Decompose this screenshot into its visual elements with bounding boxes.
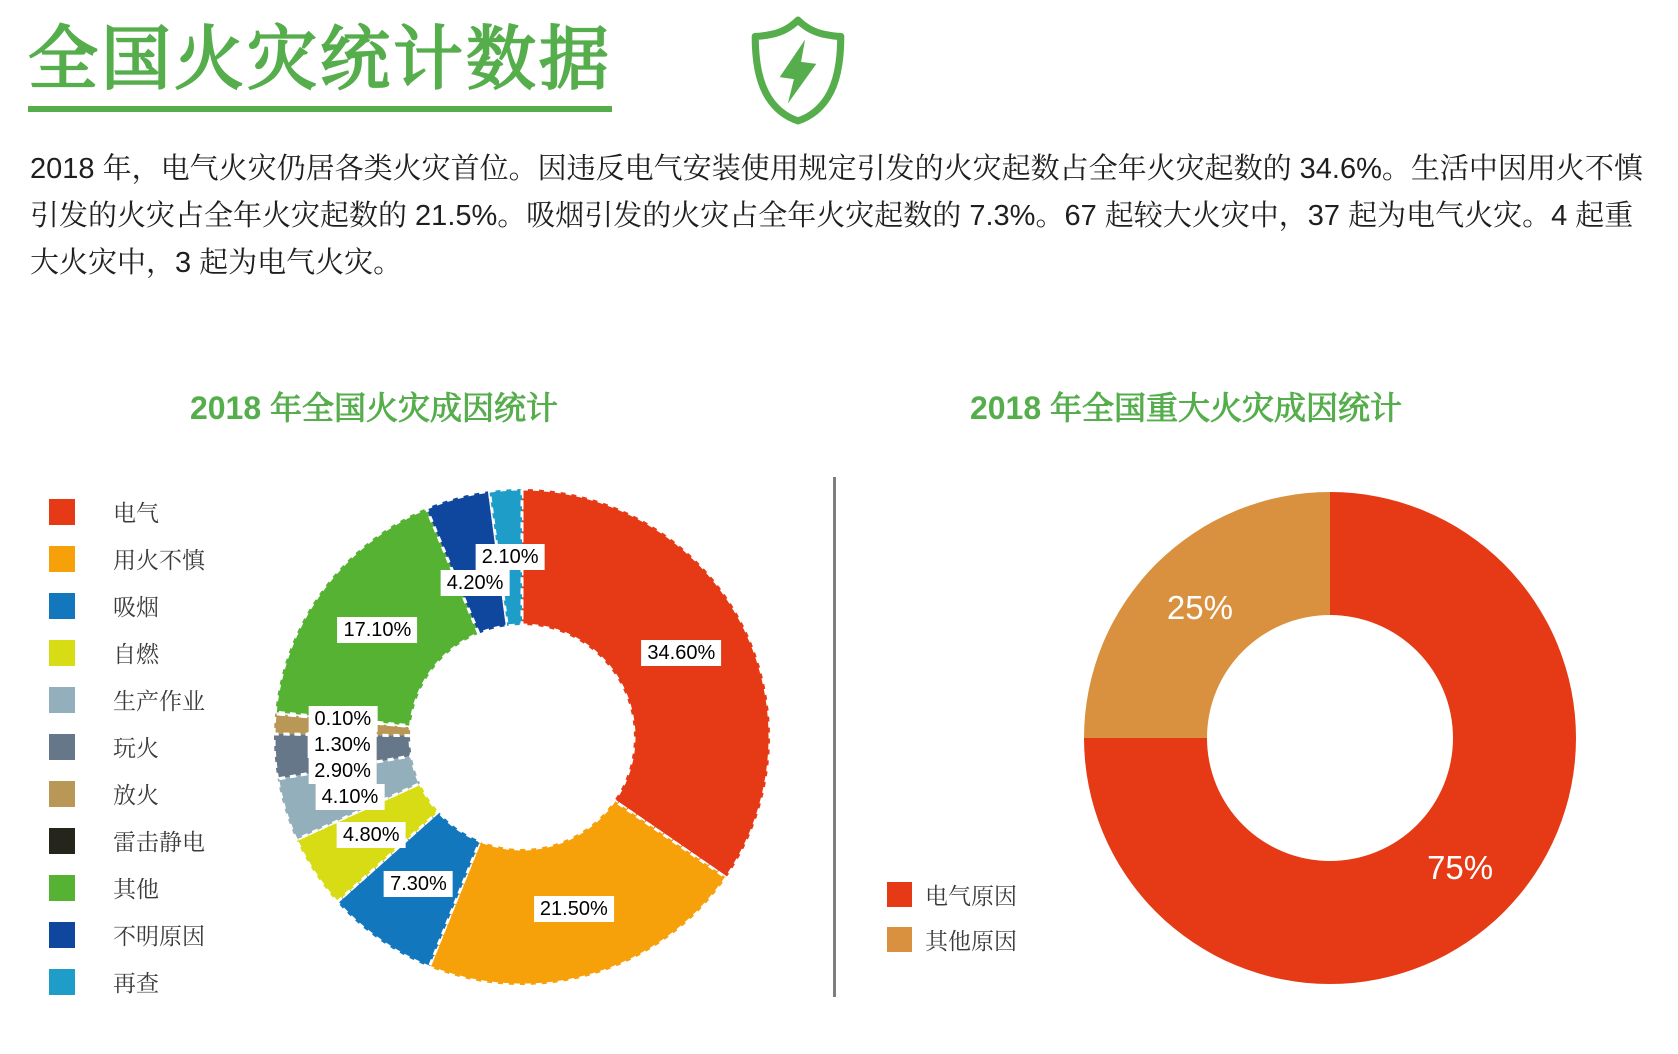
slice-value-label: 2.10% <box>476 544 545 570</box>
legend-item <box>49 535 205 582</box>
major-fire-donut <box>1084 492 1576 984</box>
legend-item <box>49 676 205 723</box>
legend-item <box>49 723 205 770</box>
slice-value-label: 75% <box>1427 849 1494 887</box>
legend-swatch-icon <box>49 593 75 619</box>
legend-swatch-icon <box>49 546 75 572</box>
donut-chart <box>1084 492 1576 984</box>
slice-value-label: 17.10% <box>337 617 417 643</box>
legend-label: 雷击静电 <box>113 829 205 855</box>
slice-value-label: 4.80% <box>337 822 406 848</box>
legend-item <box>49 488 205 535</box>
legend-swatch-icon <box>49 640 75 666</box>
legend-swatch-icon <box>49 499 75 525</box>
slice-value-label: 1.30% <box>308 732 377 758</box>
legend-swatch-icon <box>49 828 75 854</box>
legend-label: 其他原因 <box>925 928 1017 954</box>
legend-label: 生产作业 <box>113 688 205 714</box>
legend-label: 吸烟 <box>113 594 159 620</box>
chart-title-fire-causes: 2018 年全国火灾成因统计 <box>189 390 559 426</box>
legend-swatch-icon <box>887 882 912 907</box>
chart-title-major-fire-causes: 2018 年全国重大火灾成因统计 <box>969 390 1403 426</box>
legend-item <box>49 770 205 817</box>
legend-label: 电气 <box>113 500 159 526</box>
slice-value-label: 21.50% <box>534 896 614 922</box>
legend-label: 不明原因 <box>113 923 205 949</box>
legend-item <box>887 872 1017 917</box>
legend-item <box>49 629 205 676</box>
intro-paragraph: 2018 年，电气火灾仍居各类火灾首位。因违反电气安装使用规定引发的火灾起数占全年火灾起数的 34.6%。生活中因用火不慎引发的火灾占全年火灾起数的 21.5%。吸烟引发的火灾占全年火灾起数的 7.3%。67 起较大火灾中，37 起为电气火灾。4 起重大火灾中，3 起为电气火灾。 <box>30 153 1643 279</box>
slice-value-label: 25% <box>1166 588 1233 626</box>
legend-label: 自燃 <box>113 641 159 667</box>
legend-swatch-icon <box>49 969 75 995</box>
legend-label: 电气原因 <box>925 883 1017 909</box>
slice-value-label: 4.20% <box>441 570 510 596</box>
legend-label: 其他 <box>113 876 159 902</box>
legend-swatch-icon <box>49 922 75 948</box>
shield-lightning-icon <box>746 14 850 126</box>
slice-value-label: 2.90% <box>308 758 377 784</box>
legend-item <box>49 958 205 1005</box>
slice-value-label: 4.10% <box>316 784 385 810</box>
slice-value-label: 34.60% <box>641 640 721 666</box>
legend-swatch-icon <box>49 781 75 807</box>
legend-swatch-icon <box>49 687 75 713</box>
legend-item <box>49 911 205 958</box>
slice-value-label: 7.30% <box>384 871 453 897</box>
legend-swatch-icon <box>887 927 912 952</box>
divider-line <box>833 477 836 997</box>
page-title: 全国火灾统计数据 <box>28 24 612 112</box>
legend-item <box>49 864 205 911</box>
legend-label: 放火 <box>113 782 159 808</box>
legend-item <box>49 582 205 629</box>
legend-label: 用火不慎 <box>113 547 205 573</box>
legend-label: 玩火 <box>113 735 159 761</box>
legend-major-fire-causes <box>887 872 1017 962</box>
legend-swatch-icon <box>49 875 75 901</box>
legend-item <box>887 917 1017 962</box>
legend-item <box>49 817 205 864</box>
legend-swatch-icon <box>49 734 75 760</box>
donut-slice-1 <box>522 489 770 878</box>
fire-causes-donut <box>272 487 772 987</box>
legend-label: 再查 <box>113 970 159 996</box>
slice-value-label: 0.10% <box>308 706 377 732</box>
legend-fire-causes <box>49 488 205 1005</box>
